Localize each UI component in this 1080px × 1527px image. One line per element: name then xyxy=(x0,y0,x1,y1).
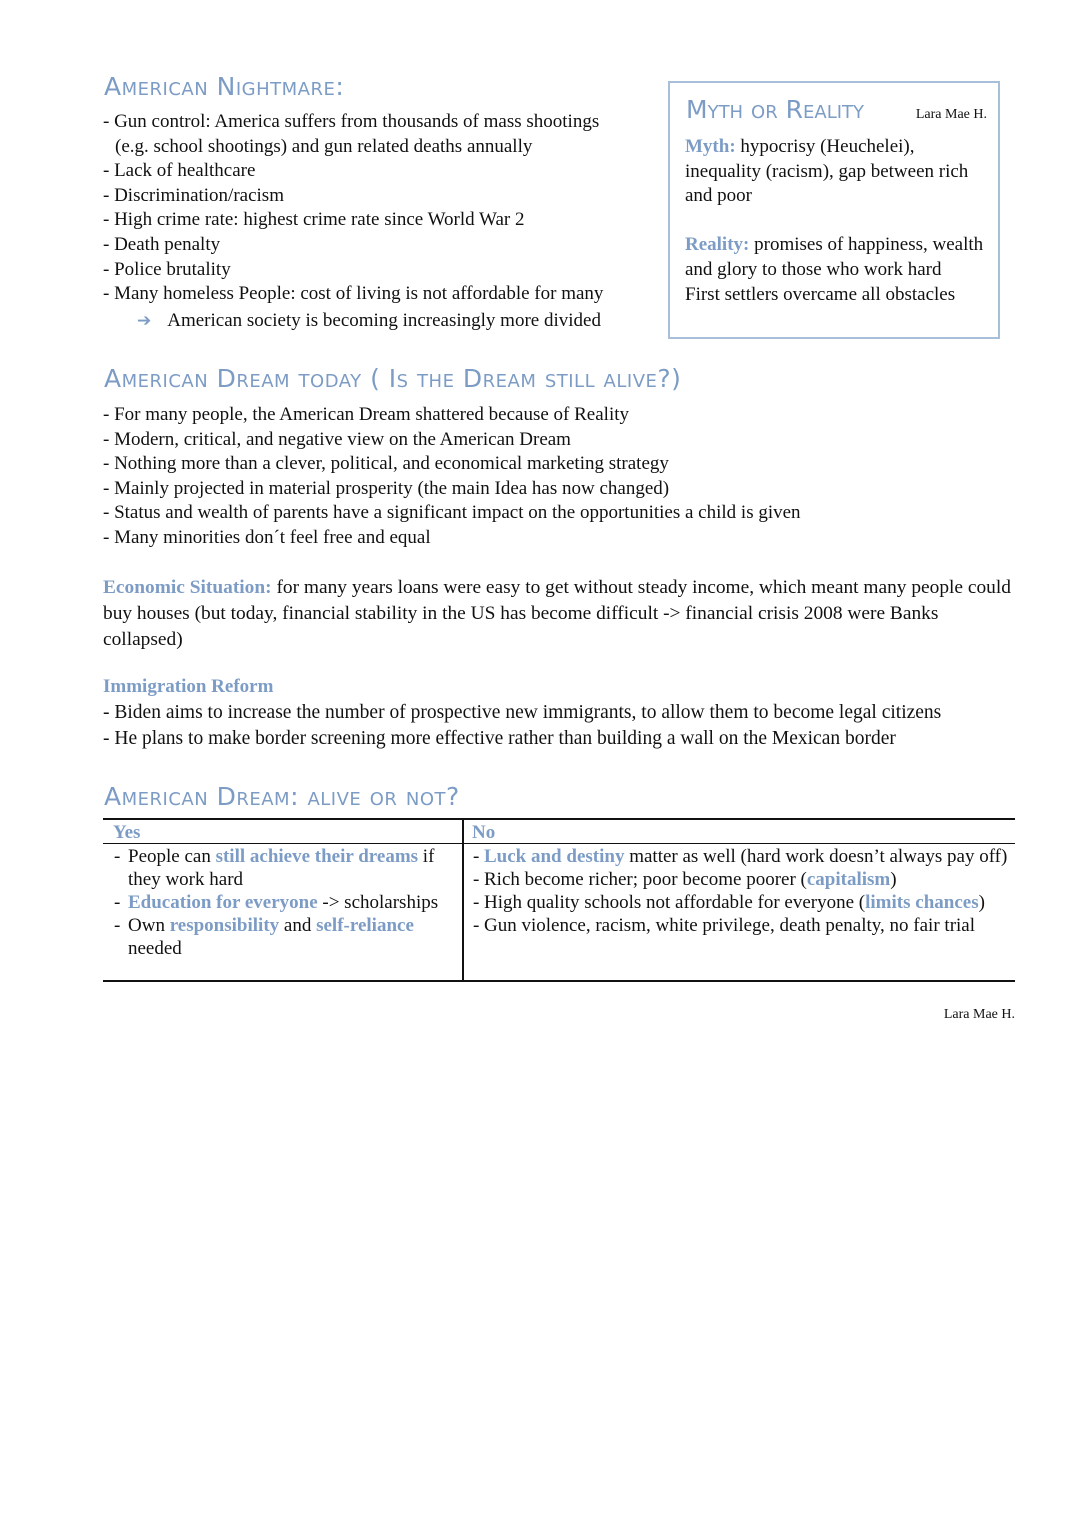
heading-dream-today: American Dream today ( Is the Dream still alive?) xyxy=(104,364,682,393)
immigration-title: Immigration Reform xyxy=(103,676,274,697)
footer-author: Lara Mae H. xyxy=(943,1007,1015,1022)
nightmare-list xyxy=(103,110,603,333)
yes-header: Yes xyxy=(113,822,141,843)
list-item: - Gun control: America suffers from thousands of mass shootings xyxy=(103,111,600,132)
reality-text: Reality: promises of happiness, wealth and glory to those who work hard xyxy=(685,234,984,280)
conclusion-line: ➔ American society is becoming increasingly more divided xyxy=(137,309,601,331)
yes-column xyxy=(103,845,455,960)
list-item: - Mainly projected in material prosperity (the main Idea has now changed) xyxy=(103,477,670,499)
box-author: Lara Mae H. xyxy=(915,107,987,122)
list-item: - Status and wealth of parents have a significant impact on the opportunities a child is given xyxy=(103,502,801,524)
yes-item: - Education for everyone -> scholarships xyxy=(114,892,439,913)
table-column-divider xyxy=(462,818,464,982)
heading-alive-or-not: American Dream: alive or not? xyxy=(104,782,460,811)
no-item: - High quality schools not affordable for everyone (limits chances) xyxy=(473,892,985,913)
table-top-rule xyxy=(103,818,1015,820)
immigration-list xyxy=(103,700,941,752)
heading-american-nightmare: American Nightmare: xyxy=(104,72,345,101)
list-item: - For many people, the American Dream shattered because of Reality xyxy=(103,404,629,425)
list-item: - Death penalty xyxy=(103,233,221,255)
settlers-text: First settlers overcame all obstacles xyxy=(685,283,956,305)
list-item: - He plans to make border screening more effective rather than building a wall on the Mexican border xyxy=(103,728,896,749)
no-item: - Rich become richer; poor become poorer (capitalism) xyxy=(473,869,897,890)
arrow-right-icon: ➔ xyxy=(137,310,152,331)
box-body xyxy=(685,135,993,307)
yes-item: - People can still achieve their dreams if they work hard xyxy=(114,846,435,890)
myth-or-reality-box xyxy=(668,81,1000,339)
no-header: No xyxy=(472,822,496,843)
no-item: - Luck and destiny matter as well (hard work doesn’t always pay off) xyxy=(473,846,1008,867)
list-item: - Nothing more than a clever, political, and economical marketing strategy xyxy=(103,453,669,475)
economic-label: Economic Situation: xyxy=(103,577,272,598)
table-header-rule xyxy=(103,843,1015,844)
yes-no-table xyxy=(103,818,1015,982)
list-item: - Lack of healthcare xyxy=(103,160,256,182)
no-column xyxy=(472,845,1012,937)
no-item: - Gun violence, racism, white privilege, death penalty, no fair trial xyxy=(473,915,976,936)
list-item: - Biden aims to increase the number of prospective new immigrants, to allow them to become legal citizens xyxy=(103,702,942,723)
list-item: - Discrimination/racism xyxy=(103,184,284,206)
list-item: - Many homeless People: cost of living is not affordable for many xyxy=(103,283,604,305)
dream-today-list xyxy=(103,403,801,551)
table-bottom-rule xyxy=(103,980,1015,982)
economic-text: for many years loans were easy to get without steady income, which meant many people could buy houses (but today, financial stability in the US has become difficult -> financial crisis 2008 were Banks collapsed) xyxy=(103,577,1011,650)
list-item: - Many minorities don´t feel free and equal xyxy=(103,526,431,548)
economic-paragraph xyxy=(103,575,1018,653)
yes-item: - Own responsibility and self-reliance needed xyxy=(114,915,414,959)
myth-text: Myth: hypocrisy (Heuchelei), inequality (racism), gap between rich and poor xyxy=(685,136,969,207)
list-item: - Police brutality xyxy=(103,258,231,280)
list-item: - Modern, critical, and negative view on the American Dream xyxy=(103,428,571,450)
list-item: (e.g. school shootings) and gun related deaths annually xyxy=(115,135,533,157)
box-title: Myth or Reality xyxy=(686,95,865,124)
list-item: - High crime rate: highest crime rate since World War 2 xyxy=(103,209,525,231)
